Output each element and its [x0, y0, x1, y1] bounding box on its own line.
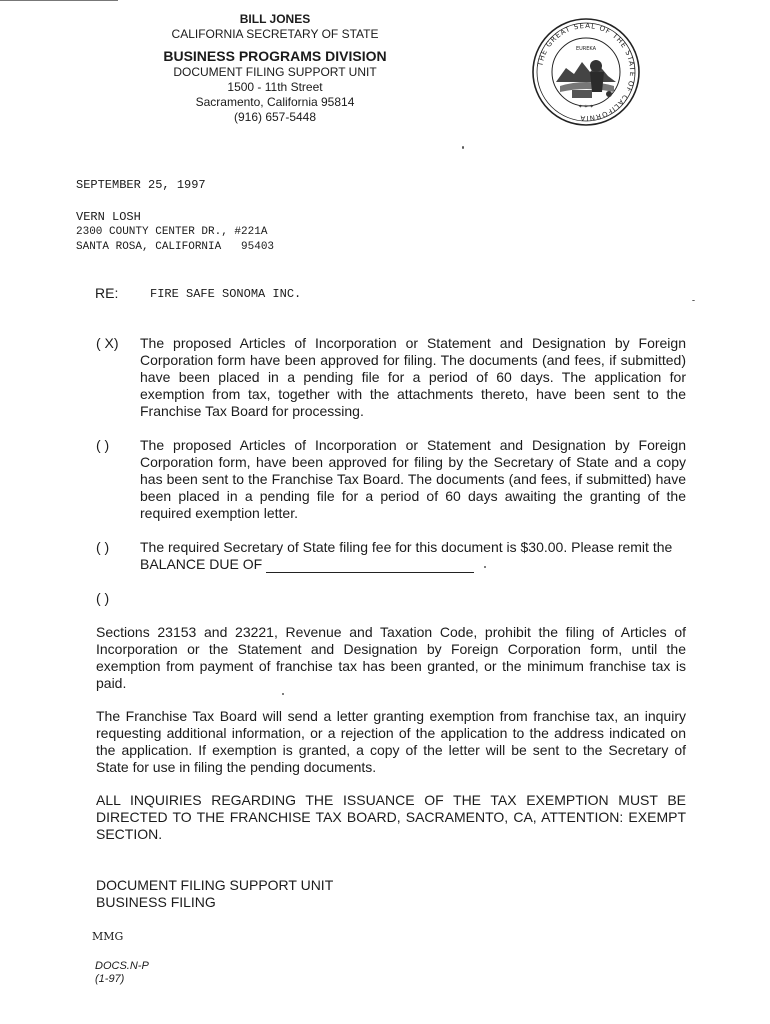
inquiries-notice: ALL INQUIRIES REGARDING THE ISSUANCE OF THE TAX EXEMPTION MUST BE DIRECTED TO THE FRANCHISE TAX BOARD, SACRAMENTO, CA, ATTENTION: EXEMPT SECTION.	[96, 792, 686, 842]
unit-name: DOCUMENT FILING SUPPORT UNIT	[173, 65, 377, 79]
letter-date: SEPTEMBER 25, 1997	[76, 178, 206, 192]
street-address: 1500 - 11th Street	[227, 80, 323, 94]
phone-number: (916) 657-5448	[233, 110, 317, 124]
balance-due-label: BALANCE DUE OF	[140, 556, 263, 572]
division-name: BUSINESS PROGRAMS DIVISION	[163, 48, 387, 64]
option-2-text: The proposed Articles of Incorporation or Statement and Designation by Foreign Corporation form, have been approved for filing by the Secretary of State and a copy has been sent to the Franchise Tax Board. The documents (and fees, if submitted) have been placed in a pending file for a period of 60 days awaiting the granting of the required exemption letter.	[140, 437, 686, 521]
scan-speck	[462, 146, 464, 149]
svg-text:THE GREAT SEAL OF THE STATE OF: THE GREAT SEAL OF THE STATE OF CALIFORNIA	[536, 21, 637, 123]
scan-speck	[692, 300, 695, 301]
form-code: DOCS.N-P	[95, 960, 149, 972]
letterhead	[120, 12, 430, 125]
option-1-checkbox: ( X)	[96, 335, 119, 351]
option-1-text: The proposed Articles of Incorporation or Statement and Designation by Foreign Corporation form have been approved for filing. The documents (and fees, if submitted) have been placed in a pending file for a period of 60 days. The application for exemption from tax, together with the attachments thereto, have been sent to the Franchise Tax Board for processing.	[140, 335, 686, 419]
re-label: RE:	[95, 285, 119, 301]
typist-initials: MMG	[92, 930, 124, 943]
option-3-checkbox: ( )	[96, 539, 110, 555]
recipient-address-line1: 2300 COUNTY CENTER DR., #221A	[76, 226, 268, 238]
form-revision: (1-97)	[95, 973, 125, 985]
recipient-name: VERN LOSH	[76, 210, 141, 224]
scan-edge-line	[0, 0, 118, 1]
form-identifier	[95, 960, 149, 986]
balance-due-blank	[266, 558, 474, 573]
official-name: BILL JONES	[239, 12, 311, 26]
signature-unit: DOCUMENT FILING SUPPORT UNIT	[96, 877, 334, 893]
option-2-checkbox: ( )	[96, 437, 110, 453]
svg-text:✶ ✶ ✶: ✶ ✶ ✶	[578, 104, 594, 110]
option-4-checkbox: ( )	[96, 590, 110, 606]
svg-text:EUREKA: EUREKA	[575, 46, 597, 52]
franchise-board-paragraph: The Franchise Tax Board will send a letter granting exemption from franchise tax, an inquiry requesting additional information, or a rejection of the application to the address indicated on the application. If exemption is granted, a copy of the letter will be sent to the Secretary of State for use in filing the pending documents.	[96, 708, 686, 775]
re-subject: FIRE SAFE SONOMA INC.	[150, 287, 302, 301]
scan-speck	[282, 693, 284, 695]
signature-block	[96, 877, 333, 911]
sections-paragraph: Sections 23153 and 23221, Revenue and Taxation Code, prohibit the filing of Articles of Incorporation or the Statement and Designation by Foreign Corporation form, until the exemption from payment of franchise tax has been granted, or the minimum franchise tax is paid.	[96, 624, 686, 691]
scan-speck	[484, 566, 486, 568]
city-address: Sacramento, California 95814	[195, 95, 355, 109]
recipient-address-line2: SANTA ROSA, CALIFORNIA 95403	[76, 241, 275, 253]
option-3-text: The required Secretary of State filing fee for this document is $30.00. Please remit the	[140, 539, 673, 555]
office-title: CALIFORNIA SECRETARY OF STATE	[171, 27, 379, 41]
option-3-block	[140, 539, 686, 573]
balance-due-line	[140, 556, 686, 573]
state-seal	[530, 16, 642, 128]
signature-section: BUSINESS FILING	[96, 894, 216, 910]
